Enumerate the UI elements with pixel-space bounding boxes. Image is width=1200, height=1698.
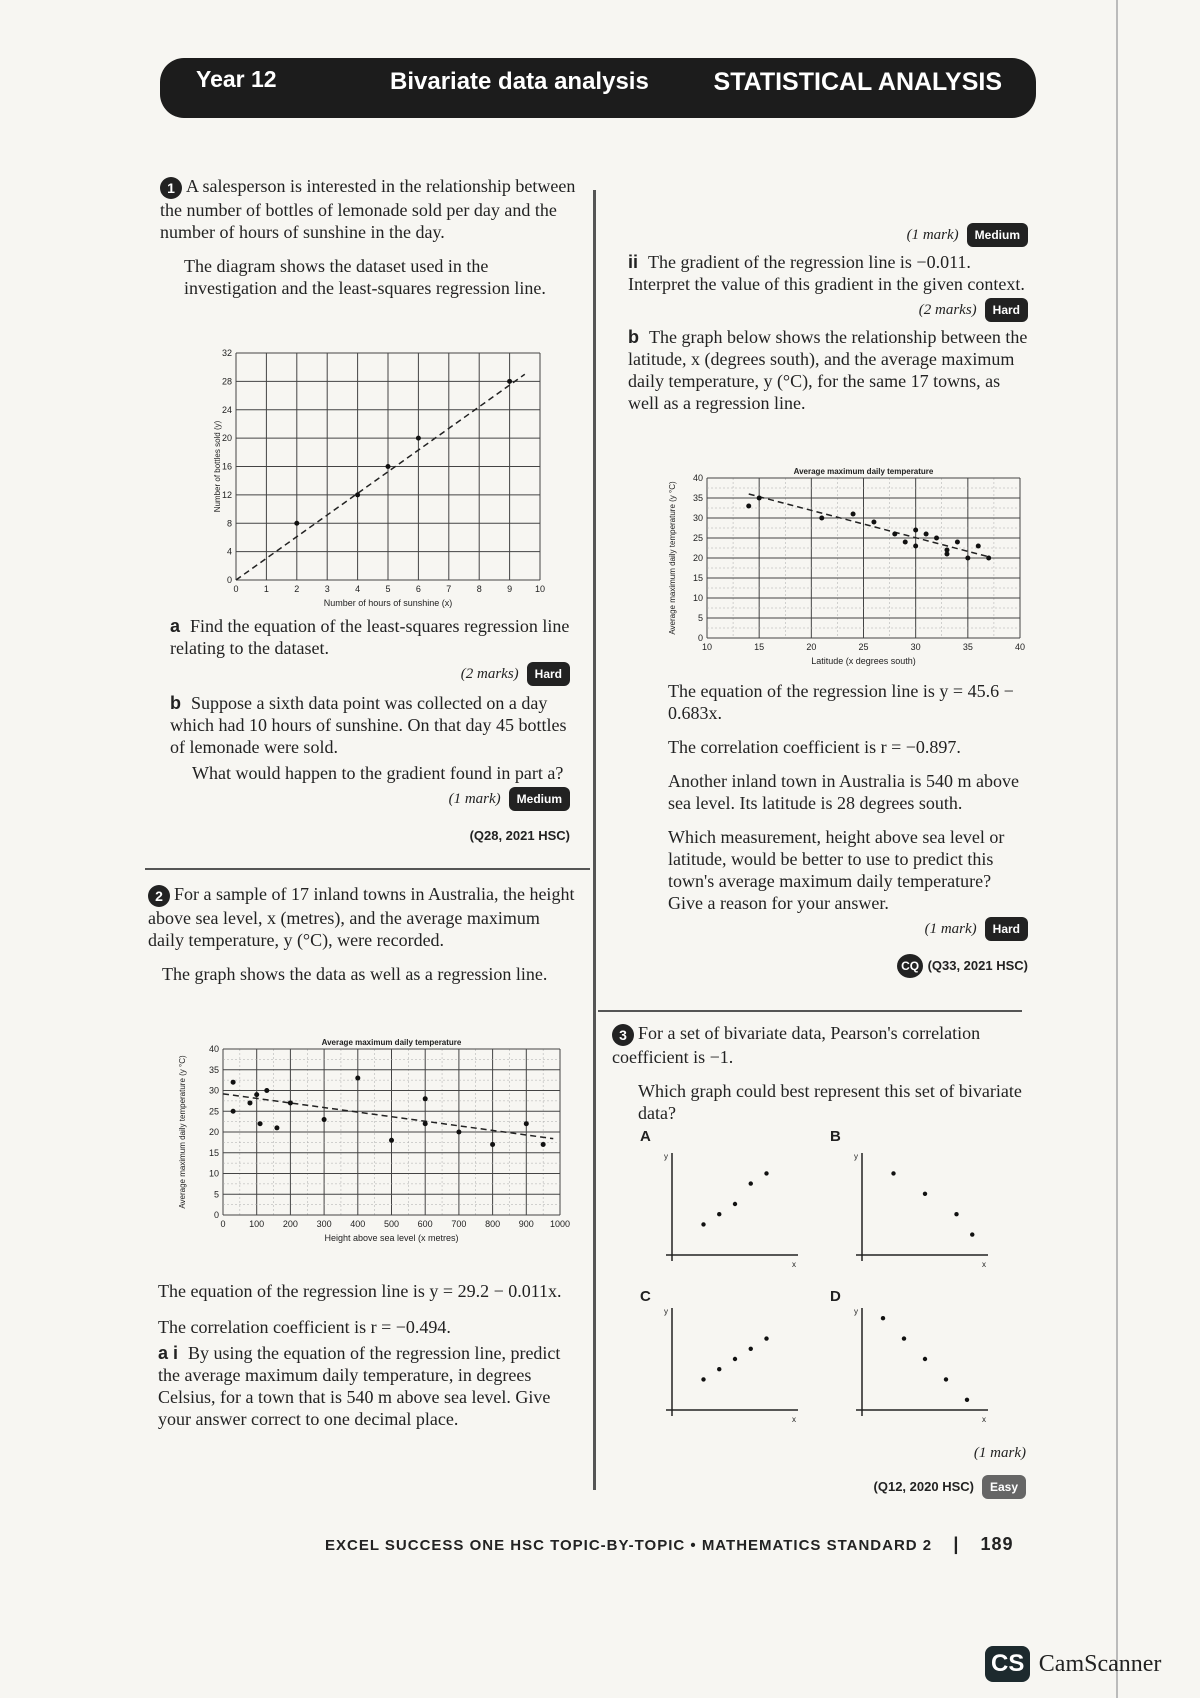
question-1 [160, 175, 580, 299]
y-tick-label: 24 [221, 404, 232, 415]
q2-left-text [158, 1280, 578, 1430]
y-tick-label: 0 [697, 633, 703, 643]
chart-title: Average maximum daily temperature [321, 1038, 462, 1047]
x-tick-label: 30 [910, 642, 921, 652]
question-number: 2 [148, 885, 170, 907]
y-tick-label: 15 [208, 1147, 219, 1158]
q2-right-text [628, 188, 1028, 414]
data-point [965, 556, 970, 561]
y-tick-label: 10 [208, 1168, 219, 1179]
y-tick-label: 4 [226, 546, 232, 557]
q3-intro: For a set of bivariate data, Pearson's correlation coefficient is −1. [612, 1023, 981, 1067]
regression-line [749, 494, 989, 557]
data-point [322, 1117, 327, 1122]
data-point [541, 1142, 546, 1147]
data-point [288, 1100, 293, 1105]
data-point [913, 528, 918, 533]
q3-question: Which graph could best represent this set of bivariate data? [638, 1080, 1022, 1123]
y-tick-label: 35 [692, 493, 703, 503]
q2b-eq: The equation of the regression line is y = 45.6 − 0.683x. [668, 681, 1014, 723]
data-point [764, 1336, 768, 1340]
x-tick-label: 35 [962, 642, 973, 652]
option-d-label: D [830, 1288, 841, 1305]
q1a-text: Find the equation of the least-squares regression line relating to the dataset. [170, 616, 570, 658]
x-tick-label: 0 [233, 584, 239, 594]
y-axis-label: Number of bottles sold (y) [213, 420, 222, 513]
q2b-info: Another inland town in Australia is 540 m above sea level. Its latitude is 28 degrees south. [668, 771, 1019, 813]
x-tick-label: 900 [518, 1219, 534, 1229]
y-tick-label: 28 [221, 376, 232, 387]
data-point [231, 1109, 236, 1114]
option-d-graph [850, 1300, 995, 1430]
option-a-label: A [640, 1128, 651, 1145]
x-tick-label: 9 [507, 584, 513, 594]
y-tick-label: 30 [208, 1085, 219, 1096]
q2b-text: The graph below shows the relationship between the latitude, x (degrees south), and the average maximum daily temperature, y (°C), for the same 17 towns, as well as a regression line. [628, 326, 1028, 413]
data-point [423, 1096, 428, 1101]
difficulty-badge: Medium [967, 223, 1028, 247]
chart-title: Average maximum daily temperature [793, 467, 934, 476]
source-ref: (Q33, 2021 HSC) [927, 957, 1028, 973]
data-point [258, 1121, 263, 1126]
strand-label: STATISTICAL ANALYSIS [713, 68, 1002, 96]
x-tick-label: 2 [294, 584, 300, 594]
y-tick-label: 32 [221, 348, 232, 358]
data-point [717, 1367, 721, 1371]
data-point [254, 1092, 259, 1097]
x-tick-label: 40 [1014, 642, 1026, 652]
difficulty-badge: Hard [985, 298, 1028, 322]
data-point [386, 464, 391, 469]
data-point [913, 544, 918, 549]
x-tick-label: 1000 [549, 1219, 570, 1229]
y-tick-label: 0 [213, 1210, 219, 1220]
x-tick-label: 5 [385, 584, 391, 594]
y-axis-label: y [854, 1152, 858, 1161]
x-tick-label: 10 [701, 642, 713, 652]
page-edge [1116, 0, 1118, 1698]
x-tick-label: 4 [355, 584, 361, 594]
x-tick-label: 10 [534, 584, 546, 594]
marks: (2 marks) [918, 301, 977, 318]
option-b-graph [850, 1145, 995, 1275]
y-tick-label: 10 [692, 593, 703, 603]
y-tick-label: 16 [221, 461, 232, 472]
question-number: 3 [612, 1024, 634, 1046]
data-point [923, 1192, 927, 1196]
data-point [954, 1212, 958, 1216]
q2-graph-text: The graph shows the data as well as a regression line. [162, 963, 548, 984]
y-tick-label: 5 [213, 1189, 219, 1200]
x-tick-label: 6 [415, 584, 421, 594]
q2-intro: For a sample of 17 inland towns in Australia, the height above sea level, x (metres), and the average maximum daily temperature, y (°C), were recorded. [148, 884, 575, 950]
x-axis-label: x [982, 1415, 986, 1424]
marks: (1 mark) [973, 1445, 1026, 1461]
data-point [944, 1377, 948, 1381]
y-axis-label: y [664, 1307, 668, 1316]
data-point [903, 540, 908, 545]
regression-line [236, 374, 525, 580]
data-point [231, 1080, 236, 1085]
x-axis-label: x [792, 1415, 796, 1424]
data-point [456, 1130, 461, 1135]
option-a-graph [660, 1145, 805, 1275]
x-tick-label: 25 [858, 642, 869, 652]
footer-separator: | [953, 1534, 960, 1554]
option-b-label: B [830, 1128, 841, 1145]
data-point [924, 532, 929, 537]
difficulty-badge: Easy [982, 1475, 1026, 1499]
data-point [891, 1171, 895, 1175]
data-point [355, 1076, 360, 1081]
x-axis-label: Latitude (x degrees south) [811, 656, 916, 666]
x-tick-label: 700 [451, 1219, 467, 1229]
x-axis-label: Number of hours of sunshine (x) [323, 598, 453, 608]
x-tick-label: 20 [806, 642, 817, 652]
data-point [524, 1121, 529, 1126]
year-label: Year 12 [196, 66, 277, 92]
y-tick-label: 20 [208, 1127, 219, 1137]
y-tick-label: 5 [697, 613, 703, 623]
data-point [965, 1398, 969, 1402]
y-tick-label: 40 [692, 473, 703, 483]
data-point [733, 1357, 737, 1361]
q2b-r: The correlation coefficient is r = −0.897. [668, 737, 961, 757]
y-tick-label: 25 [692, 533, 703, 543]
part-label: a i [158, 1343, 179, 1363]
data-point [970, 1232, 974, 1236]
data-point [507, 379, 512, 384]
data-point [355, 492, 360, 497]
x-tick-label: 8 [476, 584, 482, 594]
part-label: a [170, 616, 181, 636]
data-point [701, 1377, 705, 1381]
difficulty-badge: Medium [509, 787, 570, 811]
x-tick-label: 300 [316, 1219, 332, 1229]
data-point [902, 1336, 906, 1340]
data-point [934, 536, 939, 541]
data-point [733, 1202, 737, 1206]
data-point [746, 504, 751, 509]
camscanner-logo: CS [985, 1646, 1030, 1682]
page-number: 189 [980, 1534, 1014, 1554]
y-tick-label: 8 [226, 518, 232, 529]
q1-parts [170, 615, 570, 847]
x-tick-label: 0 [220, 1219, 226, 1229]
data-point [416, 436, 421, 441]
y-tick-label: 20 [221, 433, 232, 444]
q2-eq: The equation of the regression line is y = 29.2 − 0.011x. [158, 1281, 562, 1301]
height-scatter-chart [175, 1035, 570, 1250]
q2ai-text: By using the equation of the regression line, predict the average maximum daily temperature, in degrees Celsius, for a town that is 540 m above sea level. Give your answer correct to one decimal place. [158, 1343, 561, 1429]
topic-label: Bivariate data analysis [390, 68, 649, 95]
q1-diagram-text: The diagram shows the dataset used in the investigation and the least-squares regression line. [184, 255, 546, 298]
y-tick-label: 12 [221, 489, 232, 500]
sunshine-scatter-chart [210, 345, 550, 615]
data-point [389, 1138, 394, 1143]
data-point [701, 1222, 705, 1226]
y-tick-label: 20 [692, 553, 703, 563]
camscanner-watermark [985, 1646, 1161, 1682]
camscanner-name: CamScanner [1038, 1650, 1162, 1677]
option-c-graph [660, 1300, 805, 1430]
source-ref: (Q28, 2021 HSC) [469, 827, 570, 843]
y-tick-label: 25 [208, 1106, 219, 1117]
data-point [247, 1100, 252, 1105]
latitude-scatter-chart [665, 460, 1030, 675]
data-point [871, 520, 876, 525]
x-axis-label: x [792, 1260, 796, 1269]
data-point [851, 512, 856, 517]
y-tick-label: 30 [692, 513, 703, 523]
x-tick-label: 600 [417, 1219, 433, 1229]
option-c-label: C [640, 1288, 651, 1305]
data-point [717, 1212, 721, 1216]
q1-intro: A salesperson is interested in the relationship between the number of bottles of lemonade sold per day and the number of hours of sunshine in the day. [160, 176, 576, 242]
data-point [923, 1357, 927, 1361]
q1b-text: Suppose a sixth data point was collected on a day which had 10 hours of sunshine. On that day 45 bottles of lemonade were sold. [170, 692, 567, 757]
page-footer [325, 1534, 1014, 1555]
book-title: EXCEL SUCCESS ONE HSC TOPIC-BY-TOPIC • MATHEMATICS STANDARD 2 [325, 1537, 933, 1554]
x-tick-label: 200 [282, 1219, 298, 1229]
data-point [955, 540, 960, 545]
x-tick-label: 500 [383, 1219, 400, 1229]
data-point [757, 496, 762, 501]
x-tick-label: 800 [485, 1219, 501, 1229]
y-axis-label: Average maximum daily temperature (y °C) [668, 481, 677, 635]
page-header [160, 58, 1036, 118]
data-point [749, 1347, 753, 1351]
q1b-text2: What would happen to the gradient found in part a? [192, 762, 564, 783]
question-2 [148, 883, 578, 985]
y-tick-label: 0 [226, 575, 232, 585]
q2aii-text: The gradient of the regression line is −0.011. Interpret the value of this gradient in the given context. [628, 251, 1025, 294]
data-point [490, 1142, 495, 1147]
data-point [986, 556, 991, 561]
data-point [976, 544, 981, 549]
marks: (1 mark) [448, 790, 501, 807]
data-point [749, 1181, 753, 1185]
data-point [819, 516, 824, 521]
y-axis-label: y [664, 1152, 668, 1161]
data-point [264, 1088, 269, 1093]
column-divider [593, 190, 596, 1490]
x-axis-label: Height above sea level (x metres) [324, 1233, 459, 1243]
x-tick-label: 7 [446, 584, 452, 594]
difficulty-badge: Hard [527, 662, 570, 686]
x-tick-label: 1 [263, 584, 269, 594]
y-tick-label: 40 [208, 1044, 219, 1054]
x-axis-label: x [982, 1260, 986, 1269]
part-label: b [170, 692, 181, 713]
difficulty-badge: Hard [985, 917, 1028, 941]
data-point [764, 1171, 768, 1175]
x-tick-label: 15 [754, 642, 765, 652]
q2b-question: Which measurement, height above sea level or latitude, would be better to use to predict this town's average maximum daily temperature? Give a reason for your answer. [668, 827, 1005, 913]
cq-badge: CQ [897, 954, 923, 978]
data-point [294, 521, 299, 526]
question-3 [612, 1022, 1022, 1124]
data-point [944, 552, 949, 557]
marks: (1 mark) [906, 227, 959, 243]
q2-r: The correlation coefficient is r = −0.494. [158, 1317, 451, 1337]
question-number: 1 [160, 177, 182, 199]
question-divider [598, 1010, 1022, 1012]
y-tick-label: 35 [208, 1064, 219, 1075]
x-tick-label: 3 [324, 584, 330, 594]
y-tick-label: 15 [692, 573, 703, 583]
q3-meta [840, 1440, 1026, 1499]
x-tick-label: 400 [350, 1219, 366, 1229]
x-tick-label: 100 [249, 1219, 265, 1229]
part-label: b [628, 326, 639, 347]
marks: (2 marks) [460, 666, 519, 682]
data-point [274, 1125, 279, 1130]
y-axis-label: Average maximum daily temperature (y °C) [178, 1055, 187, 1209]
data-point [881, 1316, 885, 1320]
marks: (1 mark) [924, 921, 977, 937]
q2b-text-block [668, 680, 1028, 978]
data-point [892, 532, 897, 537]
y-axis-label: y [854, 1307, 858, 1316]
source-ref: (Q12, 2020 HSC) [873, 1479, 974, 1494]
part-label: ii [628, 251, 639, 272]
data-point [423, 1121, 428, 1126]
question-divider [145, 868, 590, 870]
